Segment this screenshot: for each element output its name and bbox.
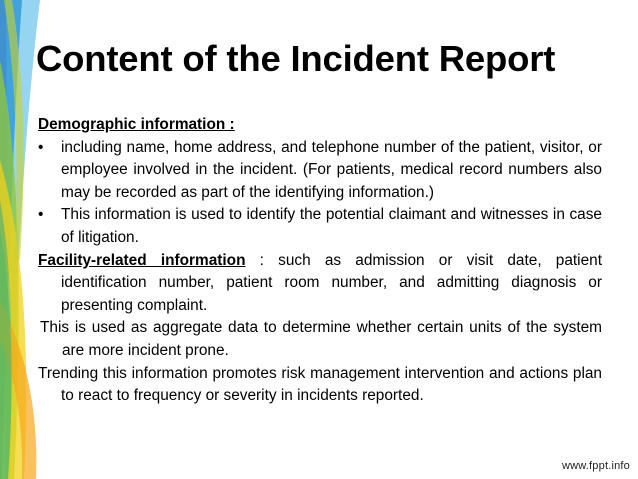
bullet-item (38, 137, 602, 205)
facility-paragraph (38, 250, 602, 318)
aggregate-paragraph: This is used as aggregate data to determine whether certain units of the system are more incident prone. (40, 319, 602, 359)
bullet-icon: • (38, 138, 44, 156)
bullet-text: including name, home address, and telephone number of the patient, visitor, or employee involved in the incident. (For patients, medical record numbers also may be recorded as part of the identifying information.) (61, 138, 602, 201)
facility-heading: Facility-related information (38, 251, 246, 269)
bullet-text: This information is used to identify the potential claimant and witnesses in case of litigation. (61, 206, 602, 246)
bullet-item (38, 204, 602, 249)
trending-paragraph: Trending this information promotes risk management intervention and actions plan to react to frequency or severity in incidents reported. (38, 364, 602, 405)
footer-url: www.fppt.info (561, 460, 630, 472)
slide-title: Content of the Incident Report (36, 38, 556, 79)
demographic-heading: Demographic information : (38, 116, 235, 133)
facility-text: : such as admission or visit date, patient identification number, patient room number, and admitting diagnosis or presenting complaint. (61, 251, 602, 314)
slide-content (38, 114, 602, 408)
bullet-icon: • (38, 206, 44, 224)
